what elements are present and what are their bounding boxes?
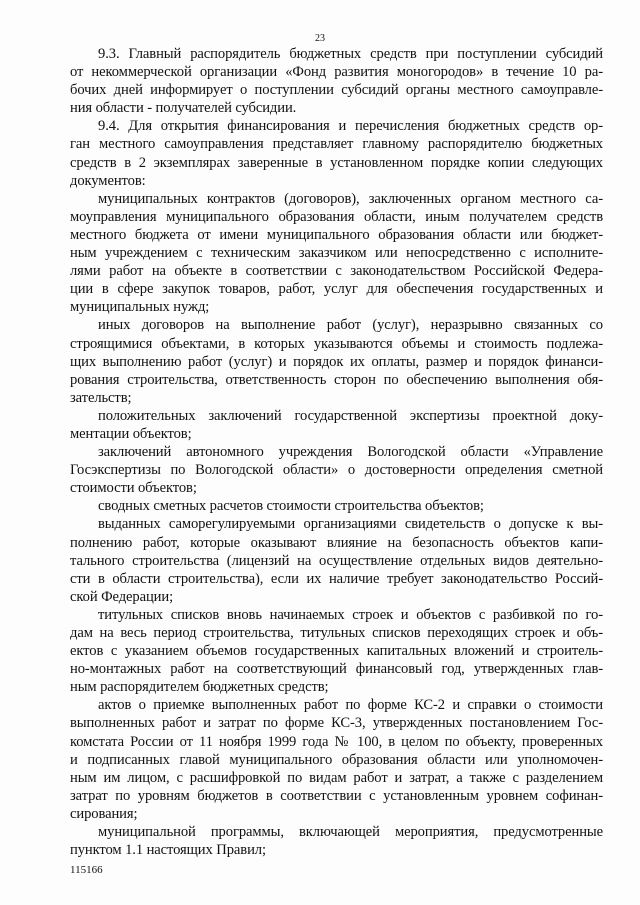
paragraph bbox=[70, 497, 603, 515]
footer-code: 115166 bbox=[70, 864, 103, 876]
text-line: но-монтажных работ на соответствующий финансовый год, утвержденных глав- bbox=[70, 661, 603, 678]
text-line: от некоммерческой организации «Фонд развития моногородов» в течение 10 ра- bbox=[70, 64, 603, 81]
paragraph bbox=[70, 117, 603, 189]
text-line: ской Федерации; bbox=[70, 588, 174, 605]
text-line: рования строительства, ответственность сторон по обеспечению выполнения обя- bbox=[70, 371, 603, 388]
text-line: муниципальных нужд; bbox=[70, 299, 210, 316]
paragraph bbox=[70, 190, 603, 317]
text-line: Госэкспертизы по Вологодской области» о достоверности определения сметной bbox=[70, 462, 603, 479]
text-line: полнению работ, которые оказывают влияние на безопасность объектов капи- bbox=[70, 534, 603, 551]
text-line: сводных сметных расчетов стоимости строительства объектов; bbox=[98, 498, 484, 515]
text-line: ным распорядителем бюджетных средств; bbox=[70, 679, 329, 696]
text-line: сирования; bbox=[70, 805, 138, 822]
text-line: актов о приемке выполненных работ по форме КС-2 и справки о стоимости bbox=[98, 697, 603, 714]
text-line: моуправления муниципального образования области, иным получателем средств bbox=[70, 208, 603, 225]
paragraph bbox=[70, 443, 603, 497]
text-line: 9.4. Для открытия финансирования и перечисления бюджетных средств ор- bbox=[98, 118, 603, 135]
paragraph bbox=[70, 407, 603, 443]
text-line: затрат по уровням бюджетов в соответствии с установленным уровнем софинан- bbox=[70, 787, 603, 804]
text-line: выданных саморегулируемыми организациями свидетельств о допуске к вы- bbox=[98, 516, 603, 533]
text-line: муниципальной программы, включающей мероприятия, предусмотренные bbox=[98, 824, 603, 841]
text-line: ектов с указанием объемов государственных капитальных вложений и строитель- bbox=[70, 643, 603, 660]
text-line: тального строительства (лицензий на осуществление отдельных видов деятельно- bbox=[70, 552, 603, 569]
text-line: титульных списков вновь начинаемых строек и объектов с разбивкой по го- bbox=[98, 606, 603, 623]
text-line: строящимися объектами, в которых указываются объемы и стоимость подлежа- bbox=[70, 335, 603, 352]
text-line: иных договоров на выполнение работ (услуг), неразрывно связанных со bbox=[98, 317, 603, 334]
text-line: средств в 2 экземплярах заверенные в установленном порядке копии следующих bbox=[70, 154, 603, 171]
text-line: выполненных работ и затрат по форме КС-3, утвержденных постановлением Гос- bbox=[70, 715, 603, 732]
paragraph bbox=[70, 823, 603, 859]
page-number: 23 bbox=[315, 33, 325, 44]
text-line: сти в области строительства), если их наличие требует законодательство Россий- bbox=[70, 570, 603, 587]
text-line: ментации объектов; bbox=[70, 425, 192, 442]
text-line: заключений автономного учреждения Вологодской области «Управление bbox=[98, 444, 603, 461]
paragraph bbox=[70, 606, 603, 696]
text-line: местного бюджета от имени муниципального образования области или бюджет- bbox=[70, 226, 603, 243]
text-line: бочих дней информирует о поступлении субсидий органы местного самоуправле- bbox=[70, 82, 603, 99]
text-line: 9.3. Главный распорядитель бюджетных средств при поступлении субсидий bbox=[98, 46, 603, 62]
text-line: комстата России от 11 ноября 1999 года № 100, в целом по объекту, проверенных bbox=[70, 733, 603, 750]
text-line: пунктом 1.1 настоящих Правил; bbox=[70, 842, 266, 859]
text-line: документов: bbox=[70, 172, 146, 189]
text-line: ния области - получателей субсидии. bbox=[70, 100, 297, 117]
text-line: муниципальных контрактов (договоров), заключенных органом местного са- bbox=[98, 190, 603, 207]
text-line: лями работ на объекте в соответствии с законодательством Российской Федера- bbox=[70, 263, 603, 280]
text-line: ции в сфере закупок товаров, работ, услуг для обеспечения государственных и bbox=[70, 281, 603, 298]
text-line: ган местного самоуправления представляет главному распорядителю бюджетных bbox=[70, 136, 603, 153]
text-line: дам на весь период строительства, титульных списков переходящих строек и объ- bbox=[70, 625, 603, 641]
text-line: стоимости объектов; bbox=[70, 480, 197, 497]
paragraph bbox=[70, 696, 603, 823]
paragraph bbox=[70, 45, 603, 117]
text-line: щих выполнению работ (услуг) и порядок их оплаты, размер и порядок финанси- bbox=[70, 353, 603, 370]
paragraph bbox=[70, 316, 603, 406]
paragraph bbox=[70, 515, 603, 605]
text-line: ным учреждением с техническим заказчиком или непосредственно с исполните- bbox=[70, 245, 603, 262]
document-body bbox=[70, 45, 603, 859]
text-line: ным им лицом, с расшифровкой по видам работ и затрат, а также с разделением bbox=[70, 769, 603, 786]
text-line: положительных заключений государственной экспертизы проектной доку- bbox=[98, 407, 603, 424]
text-line: зательств; bbox=[70, 389, 132, 406]
text-line: и подписанных главой муниципального образования области или уполномочен- bbox=[70, 751, 603, 768]
